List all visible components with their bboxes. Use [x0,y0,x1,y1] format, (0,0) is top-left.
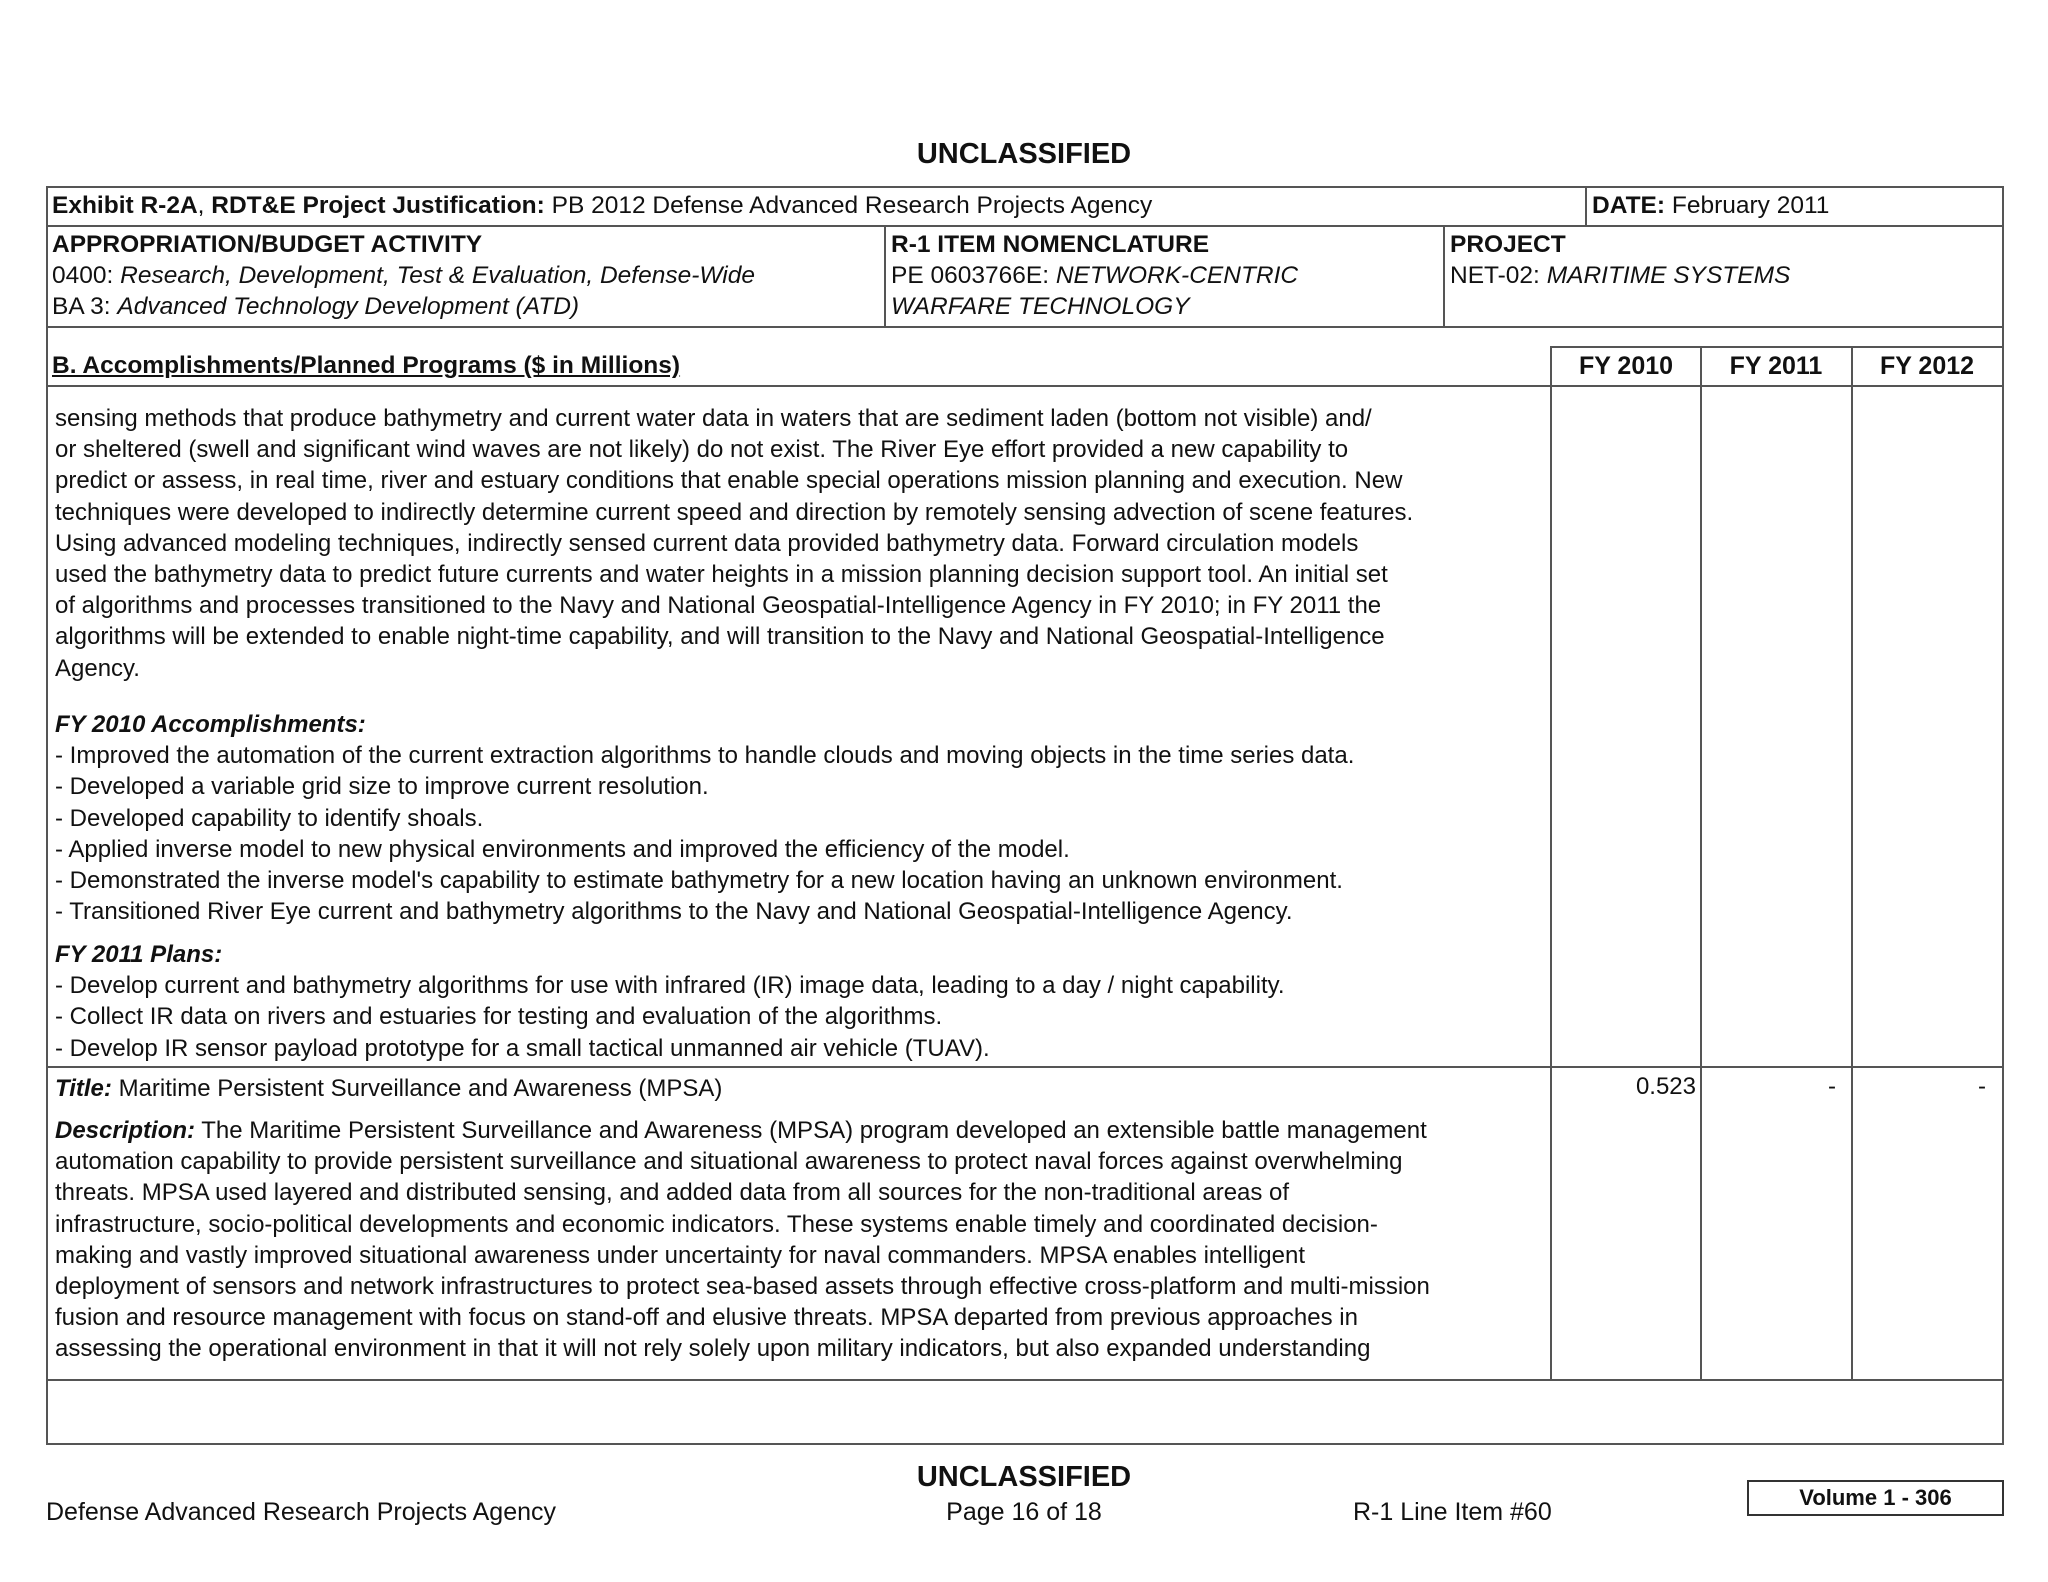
appropriation-label: APPROPRIATION/BUDGET ACTIVITY [52,231,483,258]
project-block [1450,229,1790,291]
text-line: Using advanced modeling techniques, indirectly sensed current data provided bathymetry data. Forward circulation models [55,529,1359,557]
r1-block [891,229,1298,322]
description-line: deployment of sensors and network infrastructures to protect sea-based assets through effective cross-platform and multi-mission [55,1272,1430,1300]
text-line: or sheltered (swell and significant wind waves are not likely) do not exist. The River Eye effort provided a new capability to [55,436,1349,464]
plan-item: - Develop IR sensor payload prototype for a small tactical unmanned air vehicle (TUAV). [55,1034,990,1062]
description-line: fusion and resource management with focus on stand-off and elusive threats. MPSA departed from previous approaches in [55,1304,1358,1332]
program-title-value: Maritime Persistent Surveillance and Awareness (MPSA) [118,1075,723,1102]
ba-value: Advanced Technology Development (ATD) [117,293,580,320]
value-fy2011: - [1828,1073,1836,1100]
classification-top: UNCLASSIFIED [916,138,1132,170]
text-line: algorithms will be extended to enable night-time capability, and will transition to the Navy and National Geospatial-Intelligence [55,623,1385,651]
r1-value-line1: NETWORK-CENTRIC [1055,262,1299,289]
accomplishments-block [55,709,1354,927]
ba-code: BA 3: [52,293,111,320]
value-fy2010: 0.523 [1635,1073,1696,1100]
accomplishment-item: - Developed capability to identify shoals. [55,804,484,832]
accomplishment-item: - Developed a variable grid size to improve current resolution. [55,773,709,801]
r1-code: PE 0603766E: [891,262,1050,289]
appropriation-block [52,229,755,322]
footer-agency: Defense Advanced Research Projects Agency [46,1498,557,1526]
project-label: PROJECT [1450,231,1566,258]
exhibit-line: Exhibit R-2A, RDT&E Project Justification: PB 2012 Defense Advanced Research Projects Agency [52,192,1153,219]
text-line: techniques were developed to indirectly determine current speed and direction by remotely sensing advection of scene features. [55,498,1414,526]
footer-line-item: R-1 Line Item #60 [1353,1498,1552,1526]
accomplishment-item: - Demonstrated the inverse model's capability to estimate bathymetry for a new location having an unknown environment. [55,866,1343,894]
r1-value-line2: WARFARE TECHNOLOGY [891,293,1190,320]
date-line [1592,190,1829,221]
program-description [55,1115,1430,1365]
plan-item: - Develop current and bathymetry algorithms for use with infrared (IR) image data, leading to a day / night capability. [55,972,1285,1000]
text-line: used the bathymetry data to predict future currents and water heights in a mission planning decision support tool. An initial set [55,560,1388,588]
accomplishment-item: - Improved the automation of the current extraction algorithms to handle clouds and moving objects in the time series data. [55,742,1355,770]
section-title: B. Accomplishments/Planned Programs ($ in Millions) [52,352,681,379]
text-line: Agency. [55,654,140,682]
program-title [55,1073,722,1104]
footer-volume-box: Volume 1 - 306 [1747,1480,2004,1516]
continuation-text [55,403,1413,684]
appropriation-code: 0400: [52,262,114,289]
r1-label: R-1 ITEM NOMENCLATURE [891,231,1210,258]
column-fy2012: FY 2012 [1879,352,1975,380]
column-fy2010: FY 2010 [1578,352,1674,380]
text-line: of algorithms and processes transitioned to the Navy and National Geospatial-Intelligence Agency in FY 2010; in FY 2011 the [55,592,1382,620]
classification-bottom: UNCLASSIFIED [916,1461,1132,1493]
plans-block [55,939,1285,1064]
text-line: sensing methods that produce bathymetry and current water data in waters that are sediment laden (bottom not visible) and/ [55,405,1372,432]
exhibit-title: RDT&E Project Justification: [211,192,545,219]
description-label: Description: [55,1117,196,1144]
appropriation-value: Research, Development, Test & Evaluation, Defense-Wide [120,262,755,289]
description-line: making and vastly improved situational awareness under uncertainty for naval commanders. MPSA enables intelligent [55,1241,1305,1269]
description-line: infrastructure, socio-political developments and economic indicators. These systems enable timely and coordinated decision- [55,1210,1378,1238]
accomplishments-heading: FY 2010 Accomplishments: [55,711,366,738]
date-label: DATE: [1592,192,1666,219]
column-fy2011: FY 2011 [1729,352,1823,380]
exhibit-label: Exhibit R-2A [52,192,198,219]
description-line: threats. MPSA used layered and distributed sensing, and added data from all sources for the non-traditional areas of [55,1179,1290,1207]
accomplishment-item: - Transitioned River Eye current and bathymetry algorithms to the Navy and National Geospatial-Intelligence Agency. [55,898,1293,926]
plan-item: - Collect IR data on rivers and estuaries for testing and evaluation of the algorithms. [55,1003,943,1031]
plans-heading: FY 2011 Plans: [55,941,223,968]
text-line: predict or assess, in real time, river and estuary conditions that enable special operations mission planning and execution. New [55,467,1403,495]
date-value: February 2011 [1671,192,1830,219]
accomplishment-item: - Applied inverse model to new physical environments and improved the efficiency of the model. [55,835,1070,863]
description-line: automation capability to provide persistent surveillance and situational awareness to protect naval forces against overwhelming [55,1148,1403,1176]
description-line: assessing the operational environment in that it will not rely solely upon military indicators, but also expanded understanding [55,1335,1371,1363]
value-fy2012: - [1978,1073,1986,1100]
project-value: MARITIME SYSTEMS [1546,262,1791,289]
program-title-label: Title: [55,1075,112,1102]
exhibit-value: PB 2012 Defense Advanced Research Projects Agency [551,192,1153,219]
description-first-line: The Maritime Persistent Surveillance and Awareness (MPSA) program developed an extensible battle management [201,1117,1427,1144]
project-code: NET-02: [1450,262,1540,289]
footer-page: Page 16 of 18 [946,1498,1102,1526]
